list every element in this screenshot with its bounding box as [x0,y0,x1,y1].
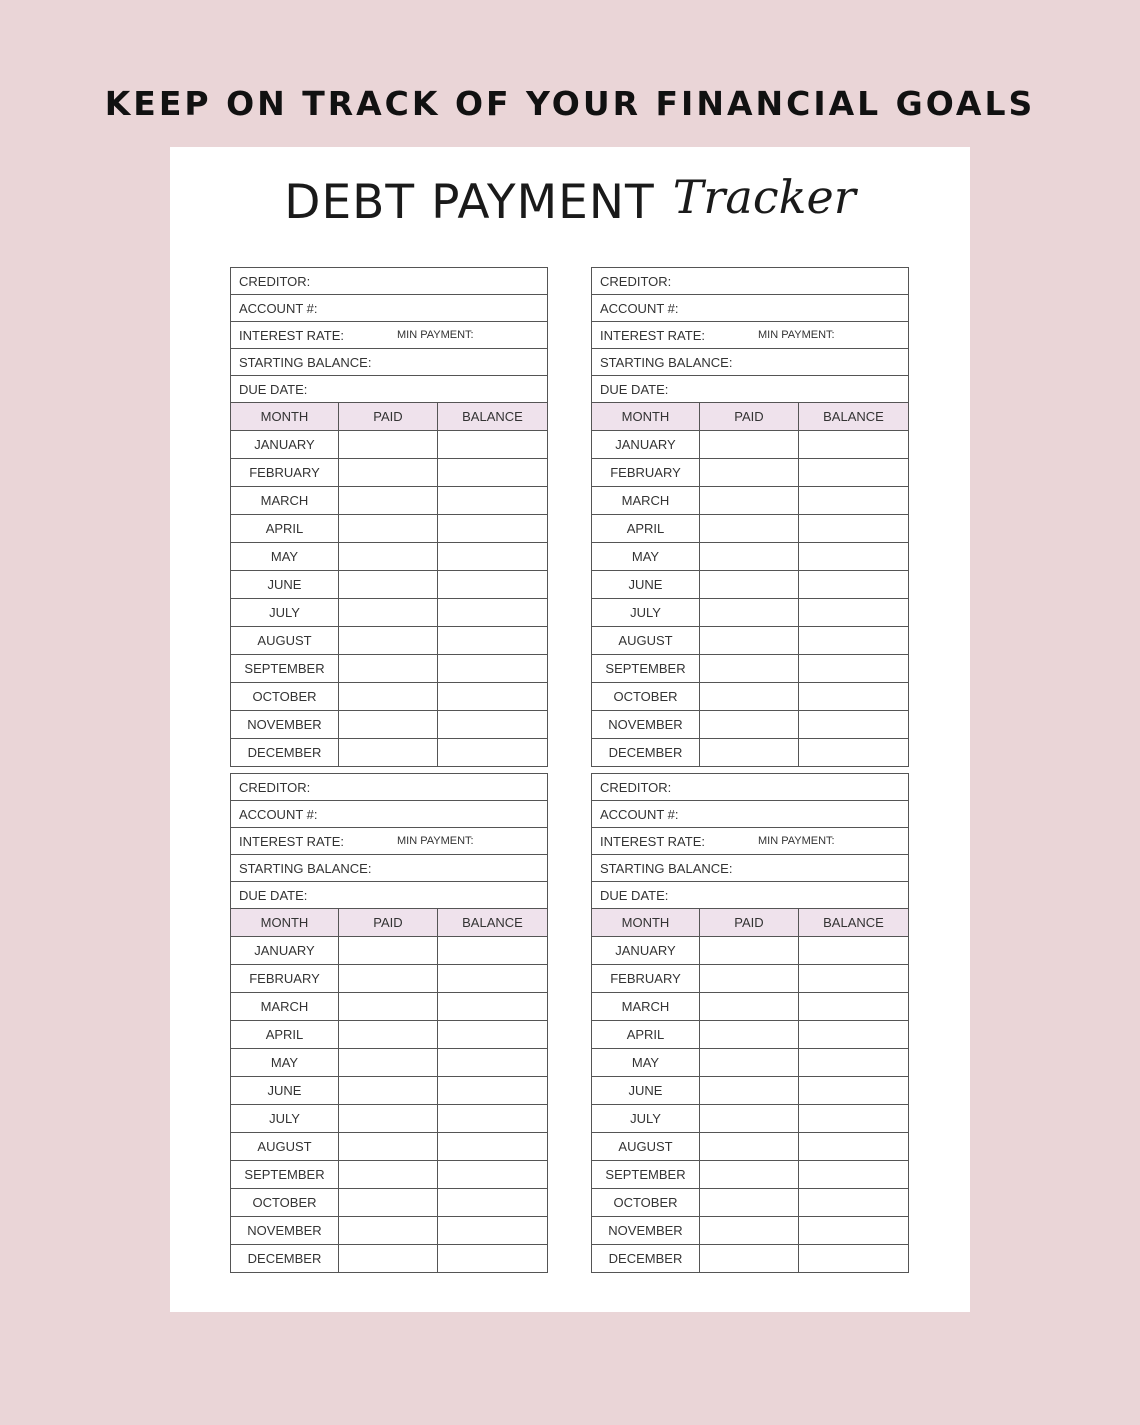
balance-cell[interactable] [799,739,909,767]
table-row [231,1245,547,1273]
month-cell: JANUARY [592,937,700,965]
month-cell: FEBRUARY [592,965,700,993]
starting-balance-label: STARTING BALANCE: [239,355,372,370]
balance-cell[interactable] [438,571,548,599]
month-cell: APRIL [231,1021,339,1049]
table-header-row [592,403,908,431]
table-row [231,487,547,515]
balance-cell[interactable] [799,1077,909,1105]
account-label: ACCOUNT #: [239,807,318,822]
month-cell: NOVEMBER [592,711,700,739]
balance-cell[interactable] [799,571,909,599]
month-cell: AUGUST [592,627,700,655]
account-label: ACCOUNT #: [600,807,679,822]
month-cell: APRIL [592,515,700,543]
table-row [592,1245,908,1273]
due-date-field[interactable] [592,376,908,403]
month-cell: MAY [592,1049,700,1077]
creditor-field[interactable] [231,774,547,801]
table-row [592,993,908,1021]
payment-table [592,403,908,766]
month-cell: OCTOBER [592,683,700,711]
balance-cell[interactable] [799,1245,909,1273]
table-row [231,515,547,543]
paid-cell[interactable] [700,683,799,711]
month-cell: MARCH [231,487,339,515]
month-cell: JUNE [231,1077,339,1105]
month-cell: JUNE [231,571,339,599]
paid-cell[interactable] [339,655,438,683]
month-cell: APRIL [231,515,339,543]
due-date-field[interactable] [231,882,547,909]
balance-cell[interactable] [799,543,909,571]
month-cell: DECEMBER [231,739,339,767]
paid-cell[interactable] [339,1077,438,1105]
balance-cell[interactable] [799,993,909,1021]
interest-rate-label: INTEREST RATE: [239,834,344,849]
column-header-balance: BALANCE [438,403,548,431]
table-row [231,1021,547,1049]
month-cell: DECEMBER [592,1245,700,1273]
due-date-field[interactable] [592,882,908,909]
table-row [592,1049,908,1077]
balance-cell[interactable] [799,627,909,655]
balance-cell[interactable] [799,1049,909,1077]
table-row [231,965,547,993]
creditor-field[interactable] [231,268,547,295]
balance-cell[interactable] [438,965,548,993]
debt-tracker-card [591,267,909,767]
paid-cell[interactable] [700,599,799,627]
paid-cell[interactable] [700,515,799,543]
month-cell: OCTOBER [592,1189,700,1217]
table-row [592,1217,908,1245]
table-row [592,1021,908,1049]
table-row [231,1077,547,1105]
balance-cell[interactable] [799,1105,909,1133]
table-row [592,711,908,739]
paid-cell[interactable] [700,1077,799,1105]
column-header-paid: PAID [339,909,438,937]
interest-rate-label: INTEREST RATE: [600,834,705,849]
column-header-balance: BALANCE [799,909,909,937]
table-row [231,1161,547,1189]
banner-heading: KEEP ON TRACK OF YOUR FINANCIAL GOALS [104,84,1036,123]
month-cell: SEPTEMBER [231,655,339,683]
balance-cell[interactable] [799,599,909,627]
paid-cell[interactable] [700,711,799,739]
column-header-balance: BALANCE [438,909,548,937]
paid-cell[interactable] [339,515,438,543]
paid-cell[interactable] [700,459,799,487]
balance-cell[interactable] [438,487,548,515]
table-row [592,459,908,487]
paid-cell[interactable] [339,993,438,1021]
month-cell: JULY [231,1105,339,1133]
table-row [592,543,908,571]
paid-cell[interactable] [700,1245,799,1273]
paid-cell[interactable] [700,627,799,655]
balance-cell[interactable] [799,459,909,487]
balance-cell[interactable] [438,1189,548,1217]
min-payment-label: MIN PAYMENT: [758,329,835,341]
balance-cell[interactable] [438,1133,548,1161]
table-row [231,599,547,627]
balance-cell[interactable] [438,937,548,965]
table-row [231,543,547,571]
creditor-label: CREDITOR: [600,274,672,289]
month-cell: OCTOBER [231,683,339,711]
due-date-label: DUE DATE: [600,888,669,903]
month-cell: MARCH [592,993,700,1021]
paid-cell[interactable] [700,571,799,599]
column-header-month: MONTH [231,909,339,937]
balance-cell[interactable] [438,599,548,627]
starting-balance-field[interactable] [592,855,908,882]
paid-cell[interactable] [339,739,438,767]
due-date-field[interactable] [231,376,547,403]
min-payment-label: MIN PAYMENT: [758,835,835,847]
month-cell: NOVEMBER [231,711,339,739]
interest-rate-field[interactable] [592,828,908,855]
table-row [231,431,547,459]
balance-cell[interactable] [438,1021,548,1049]
balance-cell[interactable] [799,711,909,739]
account-label: ACCOUNT #: [239,301,318,316]
due-date-label: DUE DATE: [239,888,308,903]
table-row [592,965,908,993]
debt-tracker-card [591,773,909,1273]
creditor-label: CREDITOR: [239,274,311,289]
month-cell: JANUARY [231,937,339,965]
table-row [592,739,908,767]
table-row [592,431,908,459]
balance-cell[interactable] [799,431,909,459]
column-header-paid: PAID [700,909,799,937]
paid-cell[interactable] [700,937,799,965]
table-row [231,1217,547,1245]
paid-cell[interactable] [700,487,799,515]
balance-cell[interactable] [438,1217,548,1245]
paid-cell[interactable] [339,459,438,487]
month-cell: MAY [231,1049,339,1077]
paid-cell[interactable] [339,627,438,655]
balance-cell[interactable] [438,1245,548,1273]
month-cell: AUGUST [231,1133,339,1161]
paid-cell[interactable] [700,739,799,767]
table-row [592,1189,908,1217]
balance-cell[interactable] [799,515,909,543]
title-main: DEBT PAYMENT [284,175,655,230]
paid-cell[interactable] [700,543,799,571]
table-row [231,711,547,739]
month-cell: SEPTEMBER [592,1161,700,1189]
table-row [231,739,547,767]
month-cell: SEPTEMBER [231,1161,339,1189]
month-cell: JANUARY [592,431,700,459]
month-cell: MARCH [231,993,339,1021]
paid-cell[interactable] [700,1161,799,1189]
starting-balance-field[interactable] [231,855,547,882]
paid-cell[interactable] [700,431,799,459]
account-label: ACCOUNT #: [600,301,679,316]
payment-table [231,403,547,766]
paid-cell[interactable] [339,683,438,711]
interest-rate-label: INTEREST RATE: [239,328,344,343]
table-row [231,571,547,599]
paid-cell[interactable] [339,1161,438,1189]
balance-cell[interactable] [438,1105,548,1133]
paid-cell[interactable] [339,965,438,993]
paid-cell[interactable] [339,711,438,739]
paid-cell[interactable] [339,1133,438,1161]
table-row [592,1077,908,1105]
table-row [231,1049,547,1077]
column-header-paid: PAID [700,403,799,431]
page-title [0,169,1140,230]
paid-cell[interactable] [339,1217,438,1245]
month-cell: FEBRUARY [231,459,339,487]
balance-cell[interactable] [438,459,548,487]
balance-cell[interactable] [438,1049,548,1077]
month-cell: DECEMBER [231,1245,339,1273]
table-row [231,1105,547,1133]
month-cell: JULY [231,599,339,627]
balance-cell[interactable] [799,487,909,515]
paid-cell[interactable] [339,431,438,459]
month-cell: AUGUST [231,627,339,655]
column-header-balance: BALANCE [799,403,909,431]
starting-balance-label: STARTING BALANCE: [600,861,733,876]
paid-cell[interactable] [339,543,438,571]
balance-cell[interactable] [438,627,548,655]
paid-cell[interactable] [700,1217,799,1245]
table-row [231,1133,547,1161]
table-row [231,459,547,487]
month-cell: MAY [592,543,700,571]
table-header-row [231,403,547,431]
balance-cell[interactable] [799,1217,909,1245]
month-cell: JANUARY [231,431,339,459]
table-row [592,571,908,599]
table-row [592,1133,908,1161]
interest-rate-field[interactable] [231,828,547,855]
balance-cell[interactable] [438,739,548,767]
paid-cell[interactable] [339,487,438,515]
table-row [231,993,547,1021]
balance-cell[interactable] [799,683,909,711]
account-field[interactable] [231,801,547,828]
balance-cell[interactable] [438,431,548,459]
table-row [231,627,547,655]
month-cell: SEPTEMBER [592,655,700,683]
title-script: Tracker [672,169,856,224]
month-cell: AUGUST [592,1133,700,1161]
table-row [592,487,908,515]
table-row [592,515,908,543]
balance-cell[interactable] [799,1161,909,1189]
month-cell: DECEMBER [592,739,700,767]
month-cell: JUNE [592,1077,700,1105]
account-field[interactable] [592,801,908,828]
creditor-field[interactable] [592,774,908,801]
column-header-month: MONTH [592,403,700,431]
creditor-label: CREDITOR: [239,780,311,795]
paid-cell[interactable] [700,1189,799,1217]
paid-cell[interactable] [700,993,799,1021]
column-header-paid: PAID [339,403,438,431]
table-row [231,937,547,965]
creditor-field[interactable] [592,268,908,295]
month-cell: NOVEMBER [231,1217,339,1245]
month-cell: JUNE [592,571,700,599]
payment-table [231,909,547,1272]
account-field[interactable] [231,295,547,322]
paid-cell[interactable] [339,571,438,599]
month-cell: OCTOBER [231,1189,339,1217]
paid-cell[interactable] [339,1245,438,1273]
balance-cell[interactable] [438,655,548,683]
table-row [592,627,908,655]
min-payment-label: MIN PAYMENT: [397,835,474,847]
interest-rate-label: INTEREST RATE: [600,328,705,343]
month-cell: FEBRUARY [592,459,700,487]
balance-cell[interactable] [799,937,909,965]
starting-balance-field[interactable] [231,349,547,376]
balance-cell[interactable] [799,1133,909,1161]
due-date-label: DUE DATE: [600,382,669,397]
paid-cell[interactable] [339,1021,438,1049]
balance-cell[interactable] [799,1021,909,1049]
due-date-label: DUE DATE: [239,382,308,397]
interest-rate-field[interactable] [592,322,908,349]
paid-cell[interactable] [700,1049,799,1077]
table-row [592,1105,908,1133]
table-row [231,683,547,711]
paid-cell[interactable] [339,1049,438,1077]
table-row [592,937,908,965]
starting-balance-field[interactable] [592,349,908,376]
paid-cell[interactable] [700,655,799,683]
balance-cell[interactable] [438,515,548,543]
balance-cell[interactable] [438,683,548,711]
balance-cell[interactable] [438,993,548,1021]
month-cell: JULY [592,1105,700,1133]
account-field[interactable] [592,295,908,322]
table-row [592,599,908,627]
table-row [592,683,908,711]
debt-tracker-card [230,773,548,1273]
debt-tracker-card [230,267,548,767]
starting-balance-label: STARTING BALANCE: [239,861,372,876]
balance-cell[interactable] [438,711,548,739]
month-cell: APRIL [592,1021,700,1049]
month-cell: MARCH [592,487,700,515]
creditor-label: CREDITOR: [600,780,672,795]
paid-cell[interactable] [700,965,799,993]
paid-cell[interactable] [700,1133,799,1161]
table-header-row [231,909,547,937]
column-header-month: MONTH [592,909,700,937]
paid-cell[interactable] [339,599,438,627]
paid-cell[interactable] [700,1105,799,1133]
balance-cell[interactable] [438,1161,548,1189]
balance-cell[interactable] [799,965,909,993]
paid-cell[interactable] [339,1189,438,1217]
paid-cell[interactable] [700,1021,799,1049]
min-payment-label: MIN PAYMENT: [397,329,474,341]
balance-cell[interactable] [438,543,548,571]
month-cell: NOVEMBER [592,1217,700,1245]
column-header-month: MONTH [231,403,339,431]
month-cell: JULY [592,599,700,627]
balance-cell[interactable] [438,1077,548,1105]
table-header-row [592,909,908,937]
month-cell: FEBRUARY [231,965,339,993]
interest-rate-field[interactable] [231,322,547,349]
month-cell: MAY [231,543,339,571]
paid-cell[interactable] [339,1105,438,1133]
starting-balance-label: STARTING BALANCE: [600,355,733,370]
table-row [231,1189,547,1217]
table-row [592,1161,908,1189]
balance-cell[interactable] [799,1189,909,1217]
table-row [592,655,908,683]
payment-table [592,909,908,1272]
balance-cell[interactable] [799,655,909,683]
table-row [231,655,547,683]
paid-cell[interactable] [339,937,438,965]
